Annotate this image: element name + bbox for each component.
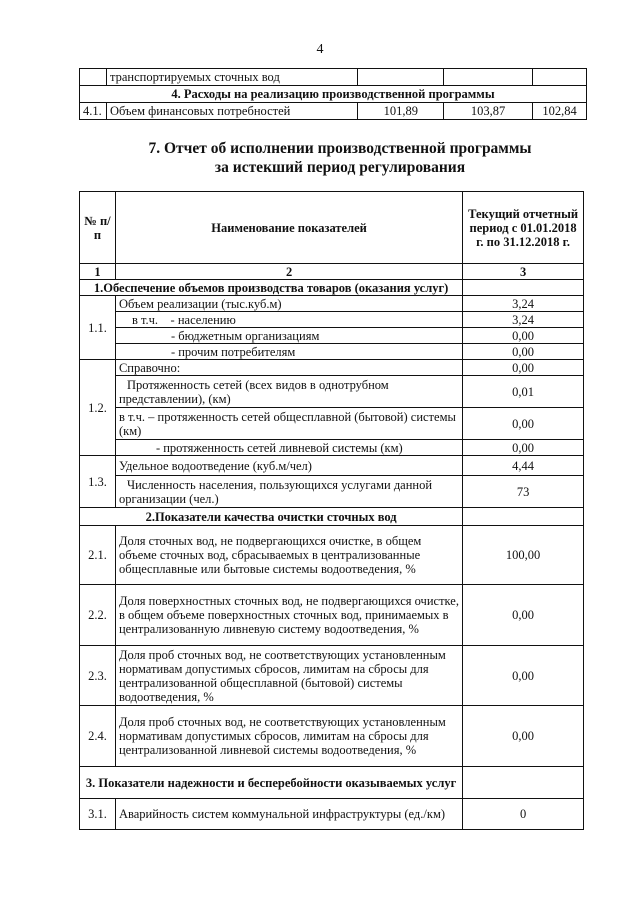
row-label: в т.ч. – протяженность сетей общесплавной (бытовой) системы (км)	[115, 408, 462, 440]
header-num: № п/п	[80, 192, 116, 264]
page-number: 4	[316, 42, 324, 57]
row-label: Удельное водоотведение (куб.м/чел)	[115, 456, 462, 476]
row-num-1-3: 1.3.	[80, 456, 116, 508]
row-label: в т.ч. - населению	[115, 312, 462, 328]
row-label: - бюджетным организациям	[115, 328, 462, 344]
top-section-title: 4. Расходы на реализацию производственной программы	[80, 86, 587, 103]
row-num-2-1: 2.1.	[80, 526, 116, 585]
row-value: 0,01	[463, 376, 584, 408]
row-label: Протяженность сетей (всех видов в однотрубном представлении), (км)	[115, 376, 462, 408]
top-row1-text: транспортируемых сточных вод	[106, 69, 357, 86]
row-value: 0,00	[463, 646, 584, 706]
top-value-1: 101,89	[358, 103, 444, 120]
row-num-1-2: 1.2.	[80, 360, 116, 456]
row-value: 73	[463, 476, 584, 508]
row-num-2-2: 2.2.	[80, 585, 116, 646]
report-table	[79, 191, 584, 830]
row-value: 3,24	[463, 312, 584, 328]
row-label: Справочно:	[115, 360, 462, 376]
header-name: Наименование показателей	[115, 192, 462, 264]
report-heading-line1: 7. Отчет об исполнении производственной программы	[148, 140, 532, 157]
row-label: Доля проб сточных вод, не соответствующих установленным нормативам допустимых сбросов, лимитам на сбросы для централизованной ливневой системы водоотведения, %	[115, 706, 462, 767]
row-value: 0,00	[463, 706, 584, 767]
row-value: 0,00	[463, 440, 584, 456]
top-value-3: 102,84	[533, 103, 587, 120]
row-label: - протяженность сетей ливневой системы (км)	[115, 440, 462, 456]
col-index-1: 1	[80, 264, 116, 280]
section-3-title: 3. Показатели надежности и бесперебойности оказываемых услуг	[80, 767, 463, 799]
row-value: 100,00	[463, 526, 584, 585]
row-label: Объем реализации (тыс.куб.м)	[115, 296, 462, 312]
row-num-2-3: 2.3.	[80, 646, 116, 706]
row-value: 0	[463, 799, 584, 830]
top-value-2: 103,87	[444, 103, 533, 120]
row-num-1-1: 1.1.	[80, 296, 116, 360]
row-num-3-1: 3.1.	[80, 799, 116, 830]
row-label: Доля проб сточных вод, не соответствующих установленным нормативам допустимых сбросов, лимитам на сбросы для централизованной общесплавной (бытовой) системы водоотведения, %	[115, 646, 462, 706]
report-heading-line2: за истекший период регулирования	[214, 159, 466, 176]
section-2-title: 2.Показатели качества очистки сточных вод	[80, 508, 463, 526]
col-index-3: 3	[463, 264, 584, 280]
row-label: Численность населения, пользующихся услугами данной организации (чел.)	[115, 476, 462, 508]
row-value: 0,00	[463, 360, 584, 376]
row-value: 3,24	[463, 296, 584, 312]
header-value: Текущий отчетный период с 01.01.2018 г. по 31.12.2018 г.	[463, 192, 584, 264]
top-row-num: 4.1.	[80, 103, 107, 120]
row-value: 0,00	[463, 328, 584, 344]
top-row-label: Объем финансовых потребностей	[106, 103, 357, 120]
row-value: 0,00	[463, 344, 584, 360]
section-1-title: 1.Обеспечение объемов производства товаров (оказания услуг)	[80, 280, 463, 296]
row-value: 0,00	[463, 585, 584, 646]
col-index-2: 2	[115, 264, 462, 280]
row-value: 0,00	[463, 408, 584, 440]
row-label: Аварийность систем коммунальной инфраструктуры (ед./км)	[115, 799, 462, 830]
top-table	[79, 68, 587, 120]
row-label: Доля поверхностных сточных вод, не подвергающихся очистке, в общем объеме поверхностных сточных вод, принимаемых в централизованную ливневую систему водоотведения, %	[115, 585, 462, 646]
row-label: Доля сточных вод, не подвергающихся очистке, в общем объеме сточных вод, сбрасываемых в централизованные общесплавные или бытовые системы водоотведения, %	[115, 526, 462, 585]
row-label: - прочим потребителям	[115, 344, 462, 360]
row-value: 4,44	[463, 456, 584, 476]
row-num-2-4: 2.4.	[80, 706, 116, 767]
